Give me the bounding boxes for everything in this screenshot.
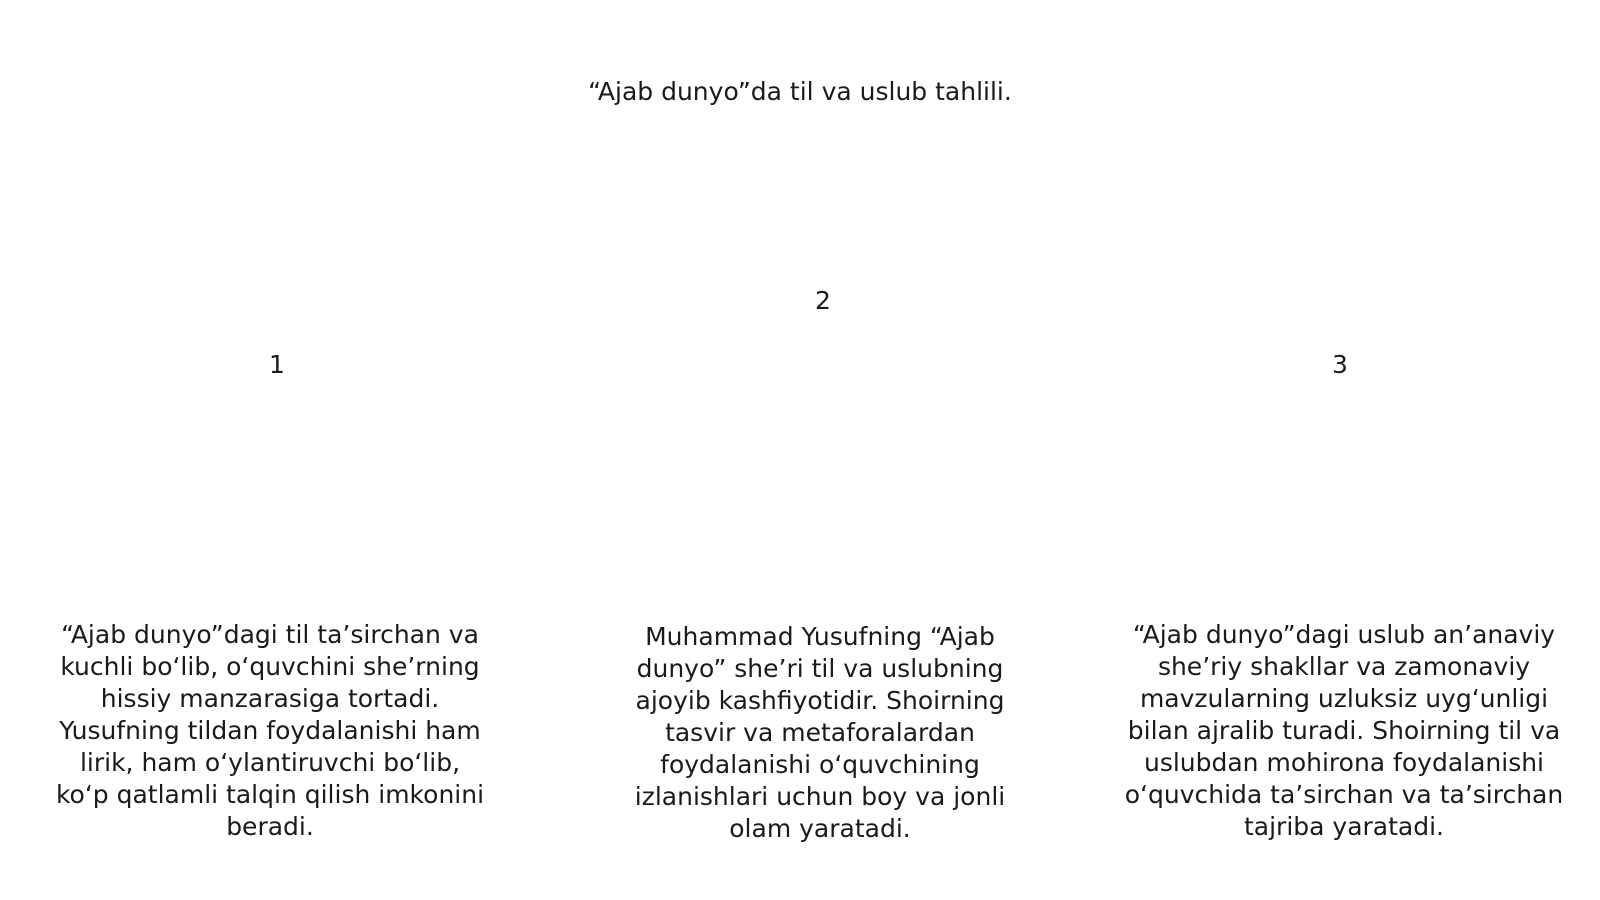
column-2-text: Muhammad Yusufning “Ajab dunyo” she’ri til va uslubning ajoyib kashfiyotidir. Shoirning tasvir va metaforalardan foydalanishi o‘quvchining izlanishlari uchun boy va jonli olam yaratadi. — [634, 622, 1006, 843]
column-3-text: “Ajab dunyo”dagi uslub an’anaviy she’riy shakllar va zamonaviy mavzularning uzluksiz uyg‘unligi bilan ajralib turadi. Shoirning til va uslubdan mohirona foydalanishi o‘quvchida ta’sirchan va ta’sirchan tajriba yaratadi. — [1124, 620, 1564, 841]
column-3-number: 3 — [1332, 350, 1348, 379]
column-1-number: 1 — [269, 350, 285, 379]
slide-title: “Ajab dunyo”da til va uslub tahlili. — [588, 77, 1012, 106]
column-2-number: 2 — [815, 286, 831, 315]
column-1-text: “Ajab dunyo”dagi til ta’sirchan va kuchli bo‘lib, o‘quvchini she’rning hissiy manzarasiga tortadi. Yusufning tildan foydalanishi ham lirik, ham o‘ylantiruvchi bo‘lib, ko‘p qatlamli talqin qilish imkonini beradi. — [55, 620, 485, 841]
